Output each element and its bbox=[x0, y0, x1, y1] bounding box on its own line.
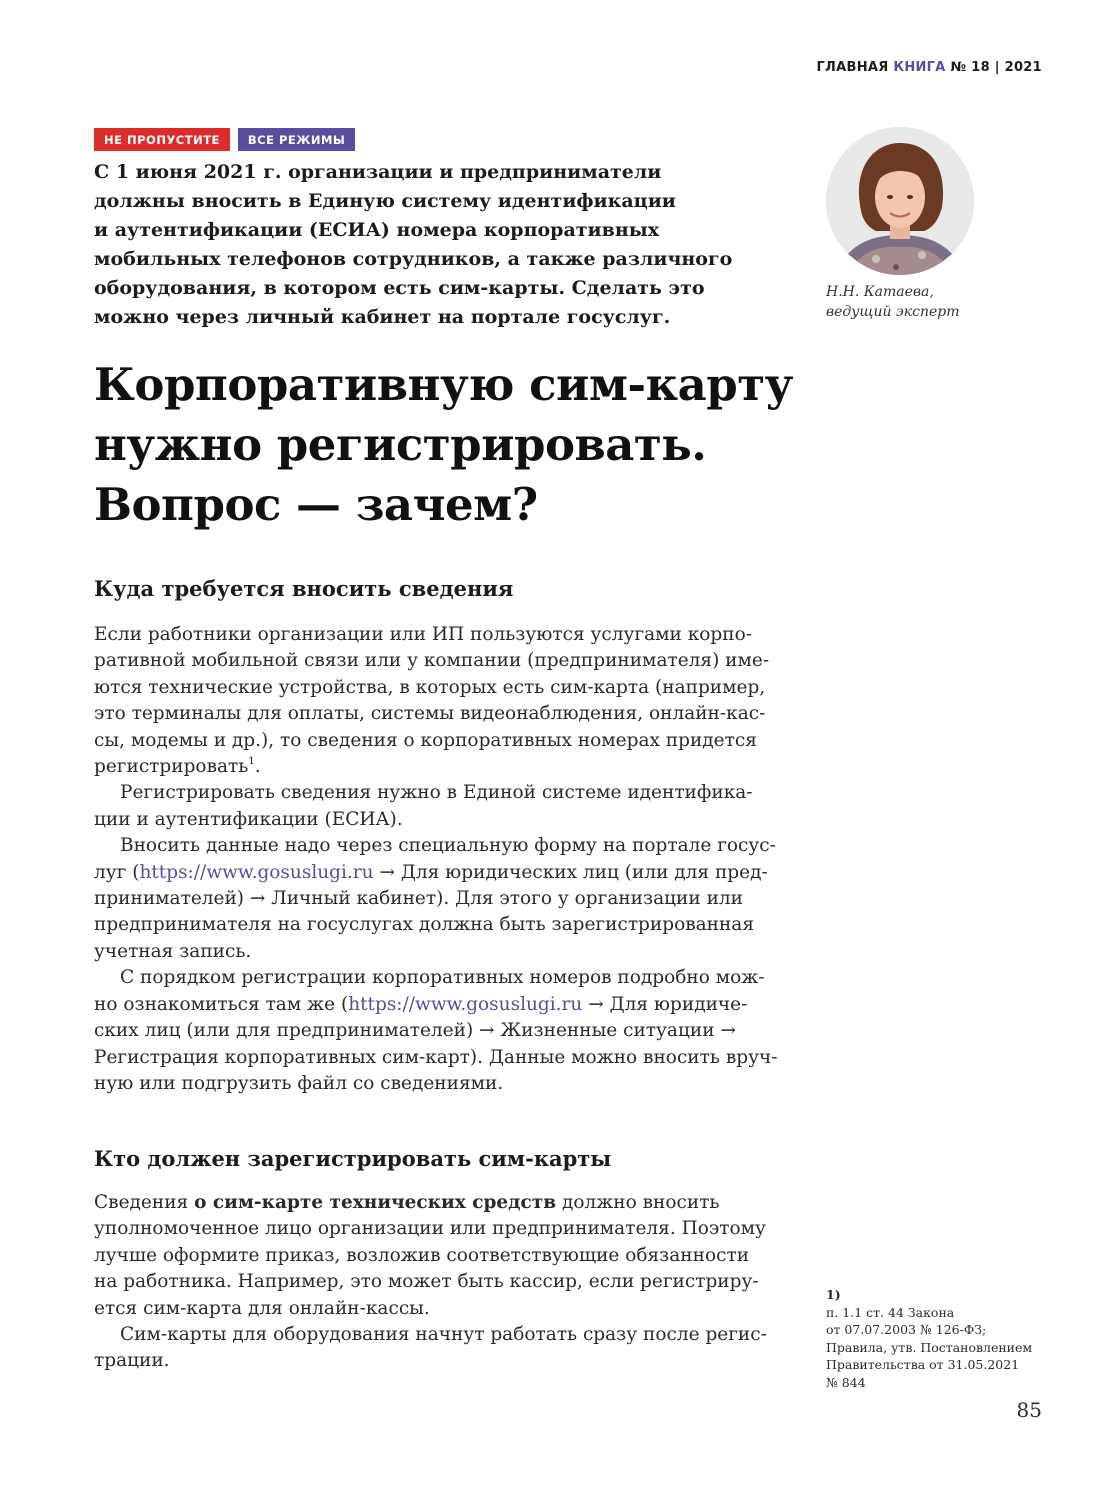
lead-line: оборудования, в котором есть сим-карты. Сделать это bbox=[94, 277, 705, 299]
section-heading-who: Кто должен зарегистрировать сим-карты bbox=[94, 1146, 612, 1171]
lead-line: можно через личный кабинет на портале госуслуг. bbox=[94, 306, 671, 328]
section-body-who bbox=[94, 1190, 784, 1375]
text-line: С порядком регистрации корпоративных номеров подробно мож- bbox=[120, 967, 765, 989]
masthead-brand: ГЛАВНАЯ bbox=[816, 60, 894, 75]
text-line: Вносить данные надо через специальную форму на портале госус- bbox=[120, 835, 776, 857]
lead-paragraph bbox=[94, 158, 774, 332]
lead-line: С 1 июня 2021 г. организации и предприниматели bbox=[94, 161, 662, 183]
author-portrait-image bbox=[826, 127, 974, 275]
page-number: 85 bbox=[1016, 1398, 1042, 1422]
masthead-issue: № 18 | 2021 bbox=[945, 60, 1042, 75]
footnote-line: Правила, утв. Постановлением bbox=[826, 1339, 1033, 1355]
article-title bbox=[94, 355, 793, 535]
lead-line: должны вносить в Единую систему идентификации bbox=[94, 190, 676, 212]
lead-line: мобильных телефонов сотрудников, а также различного bbox=[94, 248, 733, 270]
footnote-number: 1) bbox=[826, 1287, 841, 1302]
section-heading-where: Куда требуется вносить сведения bbox=[94, 576, 514, 601]
gosuslugi-link[interactable]: https://www.gosuslugi.ru bbox=[348, 993, 583, 1015]
text-line: ции и аутентификации (ЕСИА). bbox=[94, 808, 403, 830]
text-line: ративной мобильной связи или у компании (предпринимателя) име- bbox=[94, 650, 770, 672]
author-caption bbox=[826, 282, 960, 322]
author-photo bbox=[826, 127, 974, 275]
bold-phrase: о сим-карте технических средств bbox=[194, 1192, 557, 1213]
rubric-tags bbox=[94, 128, 355, 151]
masthead-brand-accent: КНИГА bbox=[893, 60, 946, 75]
text-line: ских лиц (или для предпринимателей) → Жизненные ситуации → bbox=[94, 1020, 736, 1042]
text-line: ную или подгрузить файл со сведениями. bbox=[94, 1072, 504, 1094]
author-name: Н.Н. Катаева, bbox=[826, 284, 934, 300]
lead-line: и аутентификации (ЕСИА) номера корпоративных bbox=[94, 219, 660, 241]
footnote-line: от 07.07.2003 № 126-ФЗ; bbox=[826, 1322, 987, 1337]
text-line: уполномоченное лицо организации или предпринимателя. Поэтому bbox=[94, 1218, 766, 1240]
text-line: Сим-карты для оборудования начнут работать сразу после регис- bbox=[120, 1324, 767, 1346]
title-line: Вопрос — зачем? bbox=[94, 478, 538, 531]
tag-dont-miss: НЕ ПРОПУСТИТЕ bbox=[94, 128, 230, 151]
text-line: ется сим-карта для онлайн-кассы. bbox=[94, 1297, 430, 1319]
text-line: трации. bbox=[94, 1350, 170, 1372]
text-line: ются технические устройства, в которых есть сим-карта (например, bbox=[94, 676, 766, 698]
text-line: луг (https://www.gosuslugi.ru → Для юридических лиц (или для пред- bbox=[94, 861, 768, 883]
footnote-line: Правительства от 31.05.2021 bbox=[826, 1357, 1020, 1372]
text-line: Сведения о сим-карте технических средств должно вносить bbox=[94, 1192, 720, 1213]
section-body-where bbox=[94, 622, 784, 1097]
author-role: ведущий эксперт bbox=[826, 304, 960, 320]
text-line: это терминалы для оплаты, системы видеонаблюдения, онлайн-кас- bbox=[94, 703, 766, 725]
text-line: регистрировать$^1$. bbox=[94, 756, 261, 778]
masthead bbox=[816, 60, 1042, 75]
text-line: Регистрация корпоративных сим-карт). Данные можно вносить вруч- bbox=[94, 1046, 778, 1068]
text-line: лучше оформите приказ, возложив соответствующие обязанности bbox=[94, 1244, 750, 1266]
footnote: 1) п. 1.1 ст. 44 Закона от 07.07.2003 № 126-ФЗ; Правила, утв. Постановлением Правительства от 31.05.2021 № 844 bbox=[826, 1287, 1033, 1390]
text-line: предпринимателя на госуслугах должна быть зарегистрированная bbox=[94, 914, 755, 936]
text-line: на работника. Например, это может быть кассир, если регистриру- bbox=[94, 1271, 759, 1293]
text-line: Если работники организации или ИП пользуются услугами корпо- bbox=[94, 624, 752, 645]
title-line: нужно регистрировать. bbox=[94, 418, 707, 471]
footnote-ref[interactable]: 1 bbox=[248, 756, 255, 768]
gosuslugi-link[interactable]: https://www.gosuslugi.ru bbox=[139, 861, 374, 883]
text-line: принимателей) → Личный кабинет). Для этого у организации или bbox=[94, 888, 743, 910]
footnote-line: № 844 bbox=[826, 1374, 866, 1390]
text-line: но ознакомиться там же (https://www.gosuslugi.ru → Для юридиче- bbox=[94, 993, 748, 1015]
tag-all-regimes: ВСЕ РЕЖИМЫ bbox=[238, 128, 355, 151]
text-line: сы, модемы и др.), то сведения о корпоративных номерах придется bbox=[94, 729, 757, 751]
title-line: Корпоративную сим-карту bbox=[94, 358, 793, 411]
text-line: учетная запись. bbox=[94, 940, 252, 962]
text-line: Регистрировать сведения нужно в Единой системе идентифика- bbox=[120, 782, 753, 804]
